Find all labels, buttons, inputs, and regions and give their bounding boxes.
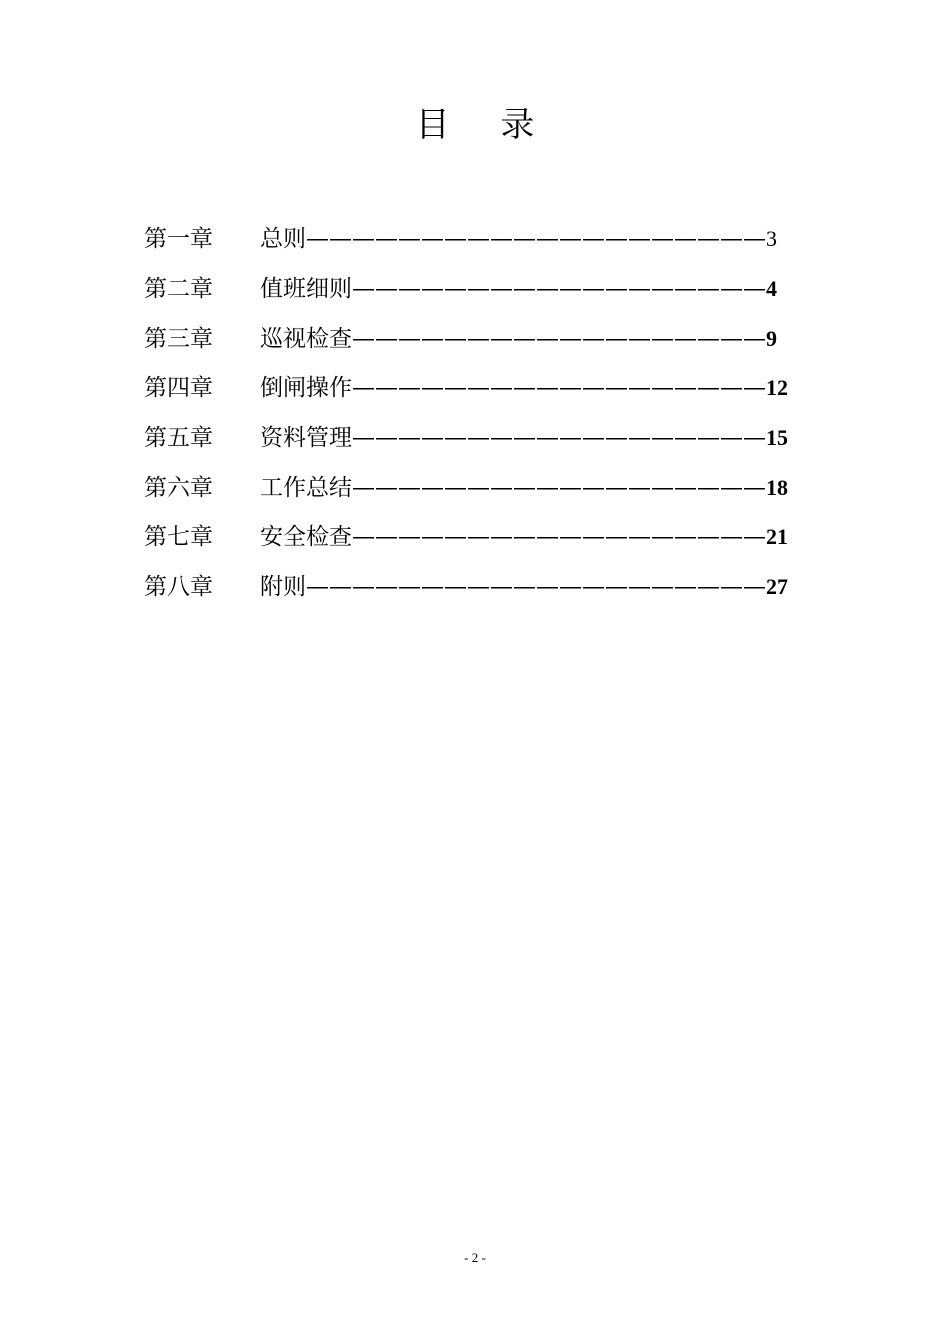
toc-entry-7[interactable] [144,510,788,560]
toc-leader: —————————————————— [352,325,766,352]
toc-leader: —————————————————— [352,375,766,402]
toc-chapter-label: 第四章 [144,375,213,402]
toc-page-number: 18 [766,474,788,500]
toc-leader: —————————————————— [352,474,766,501]
toc-chapter-name: 巡视检查 [260,325,352,352]
toc-entry-1[interactable] [144,212,784,262]
toc-leader: —————————————————— [352,276,766,303]
toc-page-number: 21 [766,524,788,550]
toc-leader: —————————————————— [352,425,766,452]
toc-chapter-name: 资料管理 [260,425,352,452]
toc-page-number: 27 [766,574,788,600]
toc-chapter-name: 倒闸操作 [260,375,352,402]
toc-page-number: 12 [766,375,788,401]
toc-leader: —————————————————— [352,524,766,551]
page-title: 目 录 [415,105,555,145]
toc-entry-5[interactable] [144,411,788,461]
toc-chapter-label: 第三章 [144,325,213,352]
table-of-contents [144,212,788,610]
toc-chapter-name: 安全检查 [260,524,352,551]
toc-chapter-name: 工作总结 [260,474,352,501]
toc-chapter-name: 值班细则 [260,276,352,303]
toc-chapter-name: 总则 [260,226,306,253]
toc-page-number: 15 [766,425,788,451]
toc-entry-2[interactable] [144,262,784,312]
toc-chapter-label: 第六章 [144,474,213,501]
toc-entry-3[interactable] [144,311,784,361]
toc-page-number: 4 [766,276,777,302]
toc-chapter-name: 附则 [260,574,306,601]
page-footer-number: - 2 - [464,1250,486,1265]
toc-entry-4[interactable] [144,361,788,411]
toc-leader: ———————————————————— [306,574,766,601]
toc-leader: ———————————————————— [306,226,766,253]
toc-page-number: 3 [766,226,777,252]
toc-chapter-label: 第五章 [144,425,213,452]
toc-chapter-label: 第二章 [144,276,213,303]
toc-entry-8[interactable] [144,560,788,610]
toc-chapter-label: 第八章 [144,574,213,601]
toc-page-number: 9 [766,325,777,351]
toc-chapter-label: 第一章 [144,226,213,253]
toc-chapter-label: 第七章 [144,524,213,551]
toc-entry-6[interactable] [144,460,788,510]
